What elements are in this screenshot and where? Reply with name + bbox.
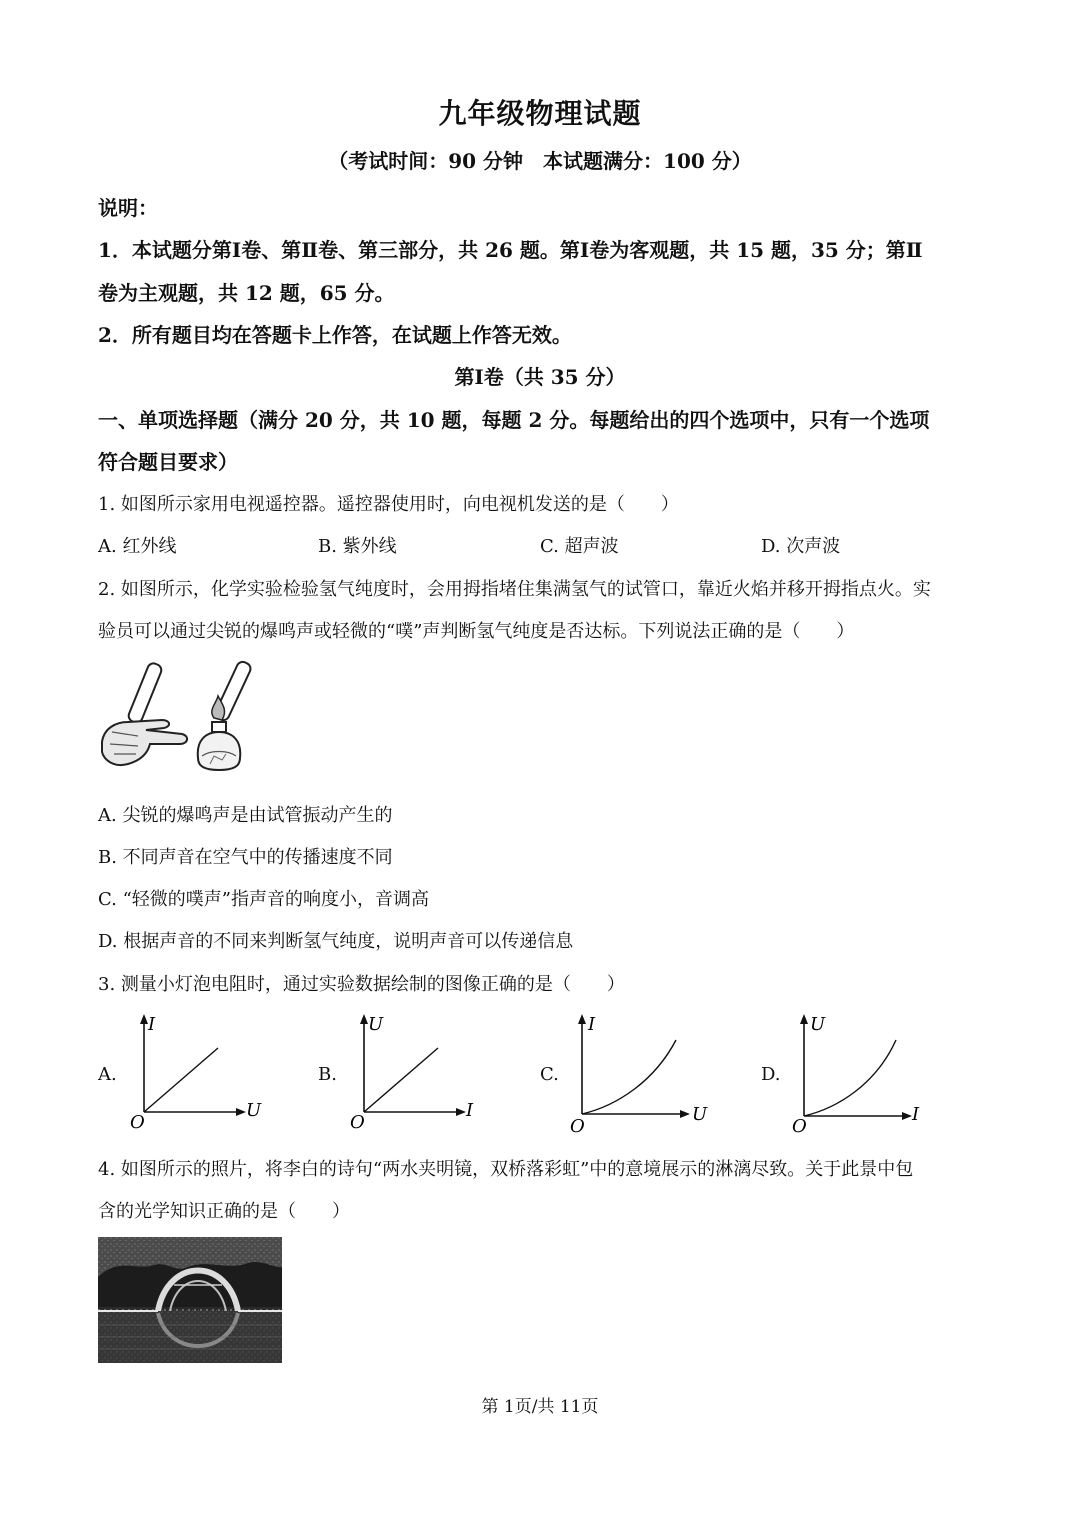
section-heading-line-2: 符合题目要求） <box>98 450 238 474</box>
question-1-option-c: C. 超声波 <box>540 536 619 557</box>
question-1-option-b: B. 紫外线 <box>318 536 397 557</box>
question-2-option-c: C. “轻微的噗声”指声音的响度小，音调高 <box>98 889 429 910</box>
question-2-option-b: B. 不同声音在空气中的传播速度不同 <box>98 847 393 868</box>
note-2: 2．所有题目均在答题卡上作答，在试题上作答无效。 <box>98 323 572 347</box>
graph-b-y-label: U <box>368 1014 384 1035</box>
graph-b <box>348 1012 483 1132</box>
section-heading-line-1: 一、单项选择题（满分 20 分，共 10 题，每题 2 分。每题给出的四个选项中，只有一个选项 <box>98 408 930 432</box>
question-1-stem: 1. 如图所示家用电视遥控器。遥控器使用时，向电视机发送的是（ ） <box>98 494 679 515</box>
test-tube-experiment-figure <box>98 660 278 780</box>
graph-b-origin: O <box>350 1112 365 1133</box>
note-1-line-2: 卷为主观题，共 12 题，65 分。 <box>98 281 395 305</box>
exam-info: （考试时间：90 分钟 本试题满分：100 分） <box>328 149 752 173</box>
graph-a-x-label: U <box>246 1100 262 1121</box>
note-1-line-1: 1．本试题分第Ⅰ卷、第Ⅱ卷、第三部分，共 26 题。第Ⅰ卷为客观题，共 15 题，35 分；第Ⅱ <box>98 238 923 262</box>
question-3-stem: 3. 测量小灯泡电阻时，通过实验数据绘制的图像正确的是（ ） <box>98 974 625 995</box>
graph-d-y-label: U <box>810 1014 826 1035</box>
graph-c-x-label: U <box>692 1104 708 1125</box>
question-4-stem-line-1: 4. 如图所示的照片，将李白的诗句“两水夹明镜，双桥落彩虹”中的意境展示的淋漓尽致。关于此景中包 <box>98 1159 914 1180</box>
graph-d <box>788 1012 928 1137</box>
note-heading: 说明： <box>98 196 158 220</box>
graph-d-origin: O <box>792 1116 807 1137</box>
graph-b-x-label: I <box>466 1100 474 1121</box>
question-2-stem-line-2: 验员可以通过尖锐的爆鸣声或轻微的“噗”声判断氢气纯度是否达标。下列说法正确的是（ ） <box>98 621 855 642</box>
page-number: 第 1页/共 11页 <box>481 1397 599 1417</box>
question-1-option-d: D. 次声波 <box>761 536 841 557</box>
volume-heading: 第Ⅰ卷（共 35 分） <box>454 365 626 389</box>
graph-d-option-label: D. <box>761 1064 781 1085</box>
graph-b-option-label: B. <box>318 1064 337 1085</box>
question-2-option-a: A. 尖锐的爆鸣声是由试管振动产生的 <box>98 805 393 826</box>
question-1-option-a: A. 红外线 <box>98 536 177 557</box>
question-2-option-d: D. 根据声音的不同来判断氢气纯度，说明声音可以传递信息 <box>98 931 574 952</box>
graph-a-option-label: A. <box>98 1064 117 1085</box>
graph-c-option-label: C. <box>540 1064 559 1085</box>
graph-c <box>566 1012 708 1137</box>
question-2-stem-line-1: 2. 如图所示，化学实验检验氢气纯度时，会用拇指堵住集满氢气的试管口，靠近火焰并移开拇指点火。实 <box>98 579 931 600</box>
graph-a-origin: O <box>130 1112 145 1133</box>
page-title: 九年级物理试题 <box>438 97 642 130</box>
graph-a <box>128 1012 263 1132</box>
graph-c-y-label: I <box>588 1014 596 1035</box>
graph-a-y-label: I <box>148 1014 156 1035</box>
bridge-photo <box>98 1237 282 1363</box>
question-4-stem-line-2: 含的光学知识正确的是（ ） <box>98 1201 350 1222</box>
graph-c-origin: O <box>570 1116 585 1137</box>
graph-d-x-label: I <box>912 1104 920 1125</box>
